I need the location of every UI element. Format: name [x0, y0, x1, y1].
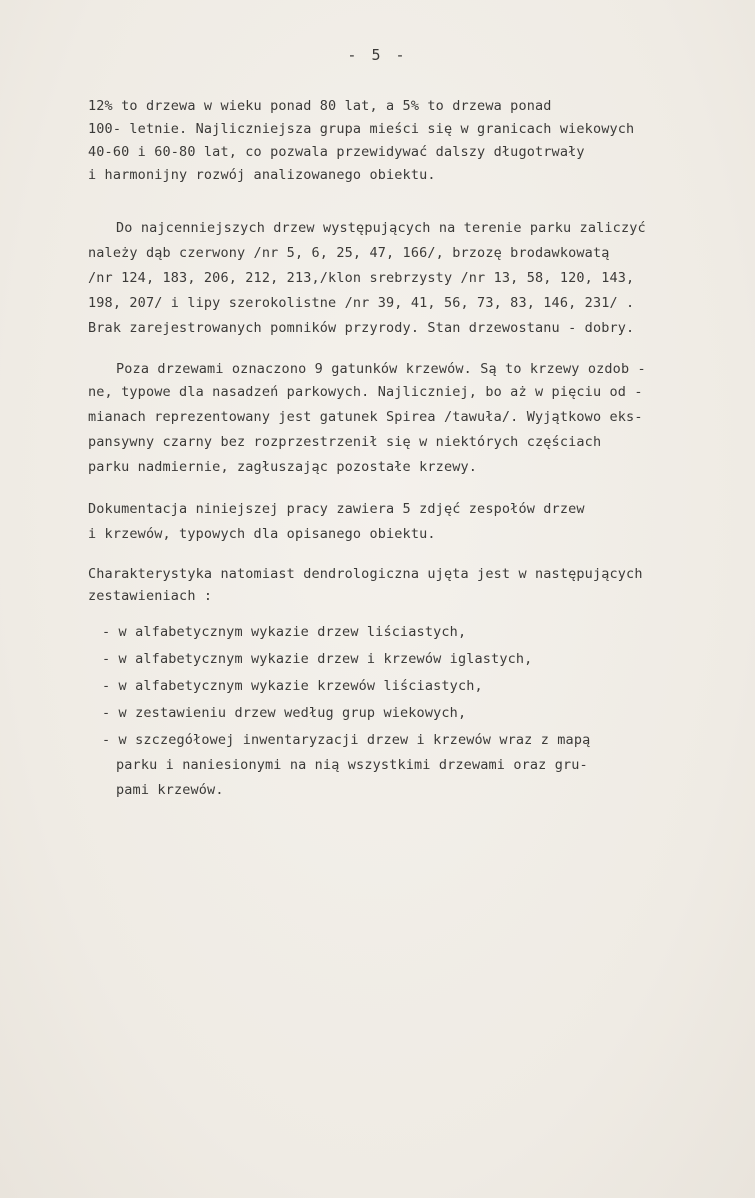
- list-item-5-line-2: parku i naniesionymi na nią wszystkimi drzewami oraz gru-: [116, 757, 588, 773]
- paragraph-4-line-1: Dokumentacja niniejszej pracy zawiera 5 zdjęć zespołów drzew: [88, 501, 585, 517]
- list-item-5-line-1: - w szczegółowej inwentaryzacji drzew i krzewów wraz z mapą: [102, 732, 591, 748]
- paragraph-2-line-2: należy dąb czerwony /nr 5, 6, 25, 47, 166/, brzozę brodawkowatą: [88, 245, 610, 261]
- list-item-2: - w alfabetycznym wykazie drzew i krzewów iglastych,: [102, 651, 533, 667]
- list-item-3: - w alfabetycznym wykazie krzewów liściastych,: [102, 678, 483, 694]
- paragraph-3-line-4: pansywny czarny bez rozprzestrzenił się w niektórych częściach: [88, 434, 602, 450]
- paragraph-2-line-5: Brak zarejestrowanych pomników przyrody. Stan drzewostanu - dobry.: [88, 320, 635, 336]
- paragraph-1-line-4: i harmonijny rozwój analizowanego obiektu.: [88, 167, 436, 183]
- paragraph-3-line-5: parku nadmiernie, zagłuszając pozostałe krzewy.: [88, 459, 478, 475]
- list-item-5-line-3: pami krzewów.: [116, 782, 224, 798]
- paragraph-2-line-4: 198, 207/ i lipy szerokolistne /nr 39, 41, 56, 73, 83, 146, 231/ .: [88, 295, 635, 311]
- paragraph-2-line-1: Do najcenniejszych drzew występujących na terenie parku zaliczyć: [116, 220, 646, 236]
- paragraph-1-line-3: 40-60 i 60-80 lat, co pozwala przewidywać dalszy długotrwały: [88, 144, 585, 160]
- paragraph-1-line-1: 12% to drzewa w wieku ponad 80 lat, a 5% to drzewa ponad: [88, 98, 552, 114]
- paragraph-3-line-3: mianach reprezentowany jest gatunek Spirea /tawuła/. Wyjątkowo eks-: [88, 409, 643, 425]
- paragraph-4-line-2: i krzewów, typowych dla opisanego obiektu.: [88, 526, 436, 542]
- paragraph-5-line-2: zestawieniach :: [88, 588, 213, 604]
- list-item-4: - w zestawieniu drzew według grup wiekowych,: [102, 705, 467, 721]
- paragraph-1-line-2: 100- letnie. Najliczniejsza grupa mieści się w granicach wiekowych: [88, 121, 635, 137]
- paragraph-2-line-3: /nr 124, 183, 206, 212, 213,/klon srebrzysty /nr 13, 58, 120, 143,: [88, 270, 635, 286]
- paragraph-3-line-1: Poza drzewami oznaczono 9 gatunków krzewów. Są to krzewy ozdob -: [116, 361, 646, 377]
- list-item-1: - w alfabetycznym wykazie drzew liściastych,: [102, 624, 467, 640]
- page-number: - 5 -: [347, 46, 408, 64]
- paragraph-5-line-1: Charakterystyka natomiast dendrologiczna ujęta jest w następujących: [88, 566, 643, 582]
- paragraph-3-line-2: ne, typowe dla nasadzeń parkowych. Najliczniej, bo aż w pięciu od -: [88, 384, 643, 400]
